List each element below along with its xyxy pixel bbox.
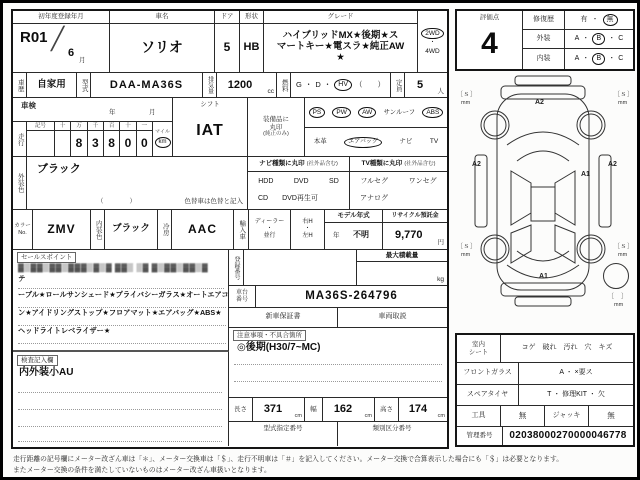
body-color-cell — [27, 157, 248, 210]
body-color-paren: （ ） — [97, 197, 136, 205]
mileage-digit-1k: 3 — [88, 131, 104, 157]
equipment-label-3: (純正のみ) — [263, 131, 289, 138]
history-value: 自家用 — [27, 73, 77, 98]
mileage-unit-cell — [153, 122, 173, 157]
fuel-gasoline: G — [296, 79, 302, 89]
repair-yes: 有 — [580, 15, 588, 23]
fuel-paren: （ ） — [355, 79, 385, 89]
first-registration-label: 初年度登録年月 — [13, 11, 109, 24]
panel-mark-a2-left: A2 — [472, 161, 481, 168]
notes-rule-2 — [234, 381, 442, 382]
repair-history-value — [565, 11, 633, 30]
import-dot: ・ — [266, 226, 273, 233]
import-dealer: ディーラー — [254, 219, 285, 226]
exterior-c: C — [618, 34, 624, 42]
handle-right: 右H — [302, 219, 313, 226]
shift-cell — [173, 98, 248, 157]
chassis-no-label-1: 車台 — [235, 289, 248, 296]
equip-airbag-circled: エアバッグ — [344, 137, 382, 148]
equip-sunroof: サンルーフ — [383, 108, 416, 116]
model-year-year: 年 — [333, 232, 340, 239]
dash-line — [517, 251, 569, 261]
width-value: 162 — [333, 403, 353, 416]
shape-value: HB — [243, 41, 260, 54]
main-table — [11, 9, 449, 449]
color-no-label-1: カラー — [14, 223, 31, 230]
mileage-digit-10k: 8 — [71, 131, 87, 157]
interior-grade-label: 内装 — [523, 49, 565, 69]
mileage-header-10: 十 — [120, 122, 136, 131]
displacement-value: 1200 — [227, 78, 253, 91]
fuel-label: 燃料 — [280, 78, 288, 92]
seat-label-cell — [457, 335, 501, 363]
notes-box — [229, 328, 447, 398]
mileage-label: 走行 — [16, 132, 24, 146]
registration-no-label-cell — [229, 250, 244, 286]
height-unit: cm — [437, 412, 445, 419]
ac-label-cell — [158, 210, 172, 250]
measure-unit-bottom-left: mm — [461, 252, 471, 258]
panel-mark-a1-right: A1 — [581, 171, 590, 178]
classification-no-label: 類別区分番号 — [372, 425, 412, 433]
car-name-cell — [110, 11, 215, 73]
panel-mark-a2-rear: A2 — [535, 99, 544, 106]
fuel-diesel: D — [315, 79, 321, 89]
ac-value: AAC — [172, 210, 234, 250]
tv-oneseg: ワンセグ — [408, 177, 437, 185]
equipment-label-2: 丸印 — [269, 123, 283, 131]
tv-type-sub: (社外品含む) — [404, 160, 436, 167]
car-name-value: ソリオ — [141, 39, 183, 56]
measure-unit-bottom-right: mm — [618, 252, 628, 258]
mileage-digit-symbol — [27, 131, 55, 157]
tv-type-box — [350, 157, 447, 210]
tv-type-header — [350, 157, 447, 172]
max-load-unit: kg — [437, 275, 444, 283]
grade-line-2: マートキー★電スラ★純正AW — [276, 41, 405, 53]
length-unit: cm — [294, 412, 302, 419]
measure-unit-spare: mm — [614, 302, 624, 308]
mileage-header-10k: 万 — [71, 122, 87, 131]
seat-label-2: シート — [468, 348, 489, 356]
measure-bracket-bottom-left: 〔ｓ〕 — [456, 243, 477, 250]
notes-value: ◎後期(H30/7~MC) — [237, 342, 321, 353]
manual-cell: 車両取説 — [338, 308, 447, 328]
drive-2wd-circled: 2WD — [421, 28, 443, 39]
measure-bracket-spare: 〔 〕 — [607, 293, 628, 300]
measure-unit-top-left: mm — [461, 100, 471, 106]
interior-c: C — [618, 54, 624, 62]
equip-aw-circled: AW — [358, 107, 376, 118]
measure-bracket-top-left: 〔ｓ〕 — [456, 91, 477, 98]
inspector-rule-1 — [18, 392, 222, 393]
shift-value: IAT — [196, 121, 224, 139]
panel-mark-a1-front: A1 — [539, 273, 548, 280]
spare-tire-circle — [603, 263, 629, 289]
capacity-label-cell — [391, 73, 405, 98]
fuel-cell — [291, 73, 391, 98]
first-registration-era: R01 — [20, 29, 48, 46]
length-label: 長さ — [229, 398, 253, 422]
tv-type-row-2 — [350, 191, 447, 207]
displacement-label-cell — [203, 73, 217, 98]
width-cell — [323, 398, 375, 422]
exterior-grade-value — [565, 30, 633, 49]
capacity-cell — [405, 73, 447, 98]
inspector-rule-2 — [18, 409, 222, 410]
mileage-header-symbol: 記号 — [27, 122, 55, 131]
exterior-grade-label: 外装 — [523, 30, 565, 49]
capacity-unit: 人 — [437, 87, 444, 95]
sales-points-line-2: ーブル★ロールサンシェード★プライバシーガラス★オートエアコ — [18, 291, 226, 308]
door-value: 5 — [223, 39, 231, 54]
notes-rule-1 — [234, 364, 442, 365]
navi-sd: SD — [329, 177, 339, 185]
height-label: 高さ — [375, 398, 399, 422]
navi-cd: CD — [258, 194, 269, 202]
shape-cell — [240, 11, 264, 73]
notes-label: 注意事項・不具合箇所 — [233, 330, 306, 341]
grade-cell — [264, 11, 418, 73]
measure-bracket-top-right: 〔ｓ〕 — [613, 91, 634, 98]
equip-ps-circled: PS — [309, 107, 326, 118]
km-circled: km — [155, 137, 171, 148]
exterior-dot-1: ・ — [582, 34, 590, 42]
slash-mark: ╱ — [51, 26, 65, 51]
tv-analog: アナログ — [360, 194, 388, 202]
equip-tv: TV — [429, 138, 439, 146]
first-registration-month-unit: 月 — [79, 57, 86, 64]
jack-label: ジャッキ — [545, 406, 589, 427]
management-no-label: 管理番号 — [457, 427, 503, 445]
rear-glass-line — [507, 132, 579, 145]
navi-type-box — [248, 157, 350, 210]
body-color-label: 外装色 — [16, 173, 24, 193]
recycle-label: リサイクル預託金 — [383, 210, 447, 223]
color-no-label-cell — [13, 210, 33, 250]
wheel-front-left-inner — [484, 238, 506, 260]
navi-type-row-2 — [248, 191, 349, 207]
ac-label: 冷房 — [161, 223, 169, 236]
registration-no-label: 登録番号 — [233, 255, 239, 280]
windshield-value: A ・ ×要ス — [519, 363, 633, 385]
body-color-label-cell — [13, 157, 27, 210]
interior-color-label: 内装色 — [94, 219, 102, 240]
chassis-no-value: MA36S-264796 — [256, 286, 447, 308]
sales-points-line-3: ン★アイドリングストップ★フロアマット★エアバッグ★ABS★ — [18, 309, 226, 326]
equip-pw-circled: PW — [332, 107, 350, 118]
condition-table — [455, 333, 635, 447]
exterior-a: A — [574, 34, 580, 42]
score-value: 4 — [481, 26, 498, 60]
tv-type-title: TV種類に丸印 — [361, 160, 403, 168]
width-unit: cm — [364, 412, 372, 419]
interior-color-value: ブラック — [105, 210, 158, 250]
registration-no-blank — [244, 250, 357, 286]
wheel-front-right — [577, 235, 605, 263]
exterior-dot-2: ・ — [608, 34, 616, 42]
fuel-hv-circled: HV — [334, 79, 352, 91]
tools-label: 工具 — [457, 406, 501, 427]
equip-navi: ナビ — [399, 138, 413, 146]
history-label: 車歴 — [16, 78, 24, 92]
navi-dvd-playable: DVD再生可 — [282, 194, 318, 202]
repair-history-label: 修復歴 — [523, 11, 565, 30]
displacement-cell — [217, 73, 277, 98]
chassis-no-label-2: 番号 — [235, 296, 248, 303]
warranty-cell: 新車保証書 — [229, 308, 338, 328]
shaken-month-label: 月 — [149, 109, 156, 116]
mileage-header-row — [27, 122, 153, 131]
repair-dot: ・ — [591, 15, 599, 23]
history-label-cell — [13, 73, 27, 98]
navi-hdd: HDD — [258, 177, 274, 185]
mileage-header-1k: 千 — [88, 122, 104, 131]
score-label: 評価点 — [479, 13, 500, 21]
grade-line-3: ★ — [336, 51, 345, 63]
shape-label: 形状 — [240, 11, 263, 24]
tv-fullseg: フルセグ — [360, 177, 389, 185]
door-label: ドア — [215, 11, 239, 24]
navi-dvd: DVD — [293, 177, 309, 185]
classification-no-cell — [338, 422, 447, 446]
wheel-front-left — [481, 235, 509, 263]
score-cell — [457, 11, 523, 69]
seat-items: コゲ 破れ 汚れ 穴 キズ — [501, 335, 633, 363]
interior-dot-2: ・ — [608, 54, 616, 62]
mile-label: マイル — [155, 128, 170, 135]
rear-bumper-strip — [515, 76, 571, 85]
front-bumper-strip — [515, 297, 571, 306]
model-year-label: モデル年式 — [325, 210, 382, 223]
model-code-label: 型式 — [80, 78, 88, 92]
max-load-cell — [357, 250, 447, 286]
model-year-value: 不明 — [353, 230, 369, 239]
import-label: 輸入車 — [238, 219, 246, 240]
management-no-value: 02038000270000046778 — [509, 430, 627, 442]
mileage-header-100k: 十 — [55, 122, 71, 131]
seat-label-1: 室内 — [472, 341, 485, 349]
interior-dot-1: ・ — [582, 54, 590, 62]
inspector-rule-4 — [18, 441, 222, 442]
model-code-label-cell — [77, 73, 91, 98]
inspector-rule-3 — [18, 426, 222, 427]
car-name-label: 車名 — [110, 11, 214, 24]
type-designation-no-label: 型式指定番号 — [263, 425, 303, 433]
mileage-digit-1: 0 — [137, 131, 153, 157]
navi-type-title: ナビ種類に丸印 — [259, 160, 305, 168]
import-parallel: 並行 — [263, 232, 276, 239]
wheel-rear-left-inner — [484, 114, 506, 136]
shaken-label: 車検 — [21, 101, 36, 110]
navi-type-row-1 — [248, 174, 349, 190]
model-code-value: DAA-MA36S — [91, 73, 203, 98]
rear-bumper — [501, 86, 585, 99]
mileage-label-cell — [13, 122, 27, 157]
drive-4wd: 4WD — [425, 47, 440, 55]
color-no-label-2: No. — [18, 229, 27, 236]
center-console — [531, 187, 555, 221]
height-value: 174 — [408, 403, 428, 416]
equipment-label-cell — [248, 98, 305, 157]
windshield-label: フロントガラス — [457, 363, 519, 385]
exterior-b-circled: B — [592, 33, 605, 45]
equip-leather: 本革 — [313, 138, 327, 146]
max-load-label: 最大積載量 — [357, 250, 447, 262]
width-label: 幅 — [305, 398, 323, 422]
drive-dot: ・ — [429, 40, 436, 47]
grade-label: グレード — [264, 11, 417, 24]
sales-points-label: セールスポイント — [17, 252, 76, 263]
interior-b-circled: B — [592, 53, 605, 65]
handle-cell — [291, 210, 325, 250]
body-color-note: 色替車は色替と記入 — [184, 197, 243, 205]
recycle-cell — [383, 210, 447, 250]
rear-deck-line — [517, 151, 569, 161]
spare-tire-value: T ・ 修理KIT ・ 欠 — [519, 385, 633, 406]
import-dealer-cell — [249, 210, 291, 250]
wheel-front-right-inner — [580, 238, 602, 260]
mileage-header-1: 一 — [137, 122, 153, 131]
equipment-label-1: 装備品に — [263, 116, 289, 124]
capacity-value: 5 — [416, 78, 424, 91]
mileage-header-100: 百 — [104, 122, 120, 131]
jack-value: 無 — [589, 406, 633, 427]
mileage-digit-100k — [55, 131, 71, 157]
displacement-label: 排気量 — [206, 76, 213, 94]
inspector-value: 内外装小AU — [19, 367, 74, 378]
measure-bracket-bottom-right: 〔ｓ〕 — [613, 243, 634, 250]
spare-tire-label: スペアタイヤ — [457, 385, 519, 406]
interior-color-label-cell — [91, 210, 105, 250]
navi-type-header — [248, 157, 349, 172]
panel-mark-a2-right: A2 — [608, 161, 617, 168]
wheel-rear-left — [481, 111, 509, 139]
sales-points-box — [13, 250, 229, 352]
handle-left: 左H — [302, 232, 313, 239]
type-designation-no-cell — [229, 422, 338, 446]
repair-no-circled: 無 — [603, 14, 618, 26]
measure-unit-top-right: mm — [618, 100, 628, 106]
fuel-dot-1: ・ — [304, 79, 313, 89]
door-cell — [215, 11, 240, 73]
shaken-cell — [13, 98, 173, 122]
inspector-box — [13, 352, 229, 446]
interior-grade-value — [565, 49, 633, 69]
disclaimer-line-1: 走行距離の記号欄にメーター改ざん車は「＊」、メーター交換車は「＄」、走行不明車は「＃」を記入してください。メーター交換で合算表示した場合にも「＄」は必要となります。 — [13, 456, 563, 463]
chassis-no-label-cell — [229, 286, 256, 308]
recycle-value: 9,770 — [395, 229, 423, 241]
sales-points-line-4: ヘッドライトレベライザー★ — [18, 327, 226, 344]
capacity-label: 定員 — [394, 78, 402, 92]
interior-a: A — [574, 54, 580, 62]
handle-dot: ・ — [304, 226, 311, 233]
displacement-unit: cc — [267, 87, 274, 95]
length-cell — [253, 398, 305, 422]
tv-type-row-1 — [350, 174, 447, 190]
grade-line-1: ハイブリッドMX★後期★ス — [282, 30, 399, 42]
recycle-unit: 円 — [437, 238, 444, 246]
shaken-year-label: 年 — [109, 109, 116, 116]
inspector-label: 検査記入欄 — [17, 355, 58, 366]
color-no-value: ZMV — [33, 210, 91, 250]
fuel-dot-2: ・ — [323, 79, 332, 89]
equip-abs-circled: ABS — [422, 107, 443, 118]
tools-value: 無 — [501, 406, 545, 427]
navi-type-sub: (社外品含む) — [306, 160, 338, 167]
sales-points-line-1b: テ — [18, 275, 224, 289]
sales-points-line-illegible: ▓▒▓▓▒▓▓▒▓▓▓▒▓▒▓ ▓▓▒ ▒▓ ▓▒▓▓▒▓▓▒▓ — [18, 263, 209, 272]
first-registration-cell — [13, 11, 110, 73]
evaluation-box — [455, 9, 635, 71]
drive-type-cell — [418, 11, 447, 73]
left-door-wedge — [511, 171, 531, 225]
disclaimer-line-2: またメーター交換の条件を満たしていないものはメーター改ざん車扱いとなります。 — [13, 467, 271, 474]
mileage-digit-100: 8 — [104, 131, 120, 157]
mileage-digit-row — [27, 131, 153, 157]
fuel-label-cell — [277, 73, 291, 98]
first-registration-month: 6 — [68, 47, 75, 59]
equipment-row-2 — [305, 128, 447, 157]
body-color-value: ブラック — [37, 163, 81, 175]
wheel-rear-right — [577, 111, 605, 139]
right-door-wedge — [555, 171, 575, 225]
length-value: 371 — [263, 403, 283, 416]
shift-label: シフト — [200, 101, 220, 109]
wheel-rear-right-inner — [580, 114, 602, 136]
grade-value — [264, 24, 417, 71]
equipment-row-1 — [305, 98, 447, 128]
height-cell — [399, 398, 447, 422]
mileage-digit-10: 0 — [120, 131, 136, 157]
import-label-cell — [234, 210, 249, 250]
model-year-cell — [325, 210, 383, 250]
